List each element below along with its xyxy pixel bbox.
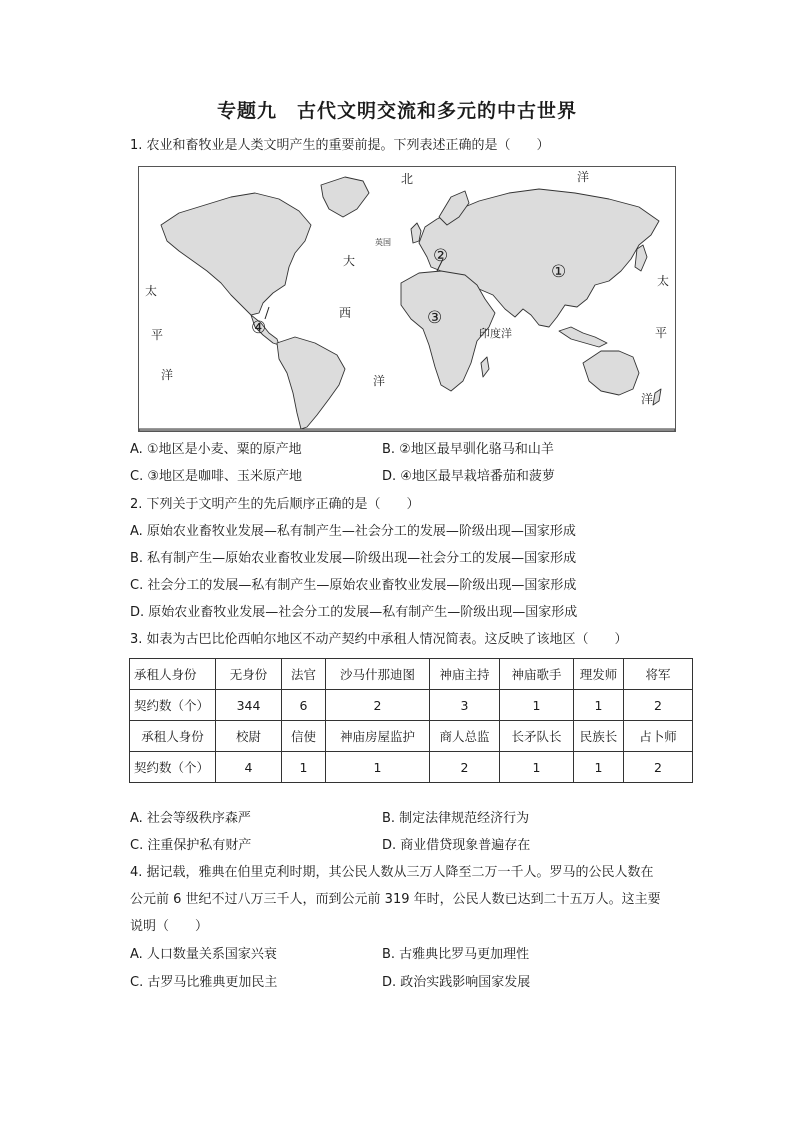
marker-3: ③	[427, 308, 443, 328]
table-cell: 占卜师	[624, 721, 693, 752]
q4-option-d: D. 政治实践影响国家发展	[382, 975, 531, 990]
label-ping-right: 平	[655, 326, 668, 340]
table-cell: 理发师	[574, 659, 624, 690]
table-cell: 信使	[282, 721, 326, 752]
table-cell: 6	[282, 690, 326, 721]
table-cell: 长矛队长	[500, 721, 574, 752]
label-north: 北	[401, 172, 414, 186]
table-row	[130, 690, 693, 721]
q3-option-b: B. 制定法律规范经济行为	[382, 811, 530, 826]
page-title: 专题九 古代文明交流和多元的中古世界	[216, 100, 577, 122]
q3-option-d: D. 商业借贷现象普遍存在	[382, 838, 531, 853]
table-cell: 344	[216, 690, 282, 721]
question-1-stem: 1. 农业和畜牧业是人类文明产生的重要前提。下列表述正确的是（ ）	[130, 138, 550, 153]
table-cell: 将军	[624, 659, 693, 690]
southeast-asia-islands-shape	[559, 327, 607, 347]
greenland-shape	[321, 177, 369, 217]
q3-option-a: A. 社会等级秩序森严	[130, 811, 251, 826]
row-header-count: 契约数（个）	[130, 752, 216, 783]
q2-option-c: C. 社会分工的发展—私有制产生—原始农业畜牧业发展—阶级出现—国家形成	[130, 578, 577, 593]
table-row	[130, 721, 693, 752]
q1-option-a: A. ①地区是小麦、粟的原产地	[130, 442, 302, 457]
label-da: 大	[343, 254, 356, 268]
q1-option-d: D. ④地区最早栽培番茄和菠萝	[382, 469, 555, 484]
label-yang-right: 洋	[641, 392, 654, 406]
q4-option-b: B. 古雅典比罗马更加理性	[382, 947, 530, 962]
table-cell: 商人总监	[430, 721, 500, 752]
table-cell: 沙马什那迪图	[326, 659, 430, 690]
q2-option-d: D. 原始农业畜牧业发展—社会分工的发展—私有制产生—阶级出现—国家形成	[130, 605, 578, 620]
question-2-stem: 2. 下列关于文明产生的先后顺序正确的是（ ）	[130, 497, 420, 512]
q1-option-c: C. ③地区是咖啡、玉米原产地	[130, 469, 302, 484]
table-cell: 2	[624, 690, 693, 721]
table-cell: 2	[430, 752, 500, 783]
q4-option-c: C. 古罗马比雅典更加民主	[130, 975, 278, 990]
marker-2: ②	[433, 246, 449, 266]
table-cell: 4	[216, 752, 282, 783]
britain-shape	[411, 223, 421, 243]
marker-1: ①	[551, 262, 567, 282]
row-header-identity: 承租人身份	[130, 659, 216, 690]
table-cell: 民族长	[574, 721, 624, 752]
table-cell: 无身份	[216, 659, 282, 690]
table-cell: 神庙歌手	[500, 659, 574, 690]
table-cell: 1	[500, 752, 574, 783]
table-cell: 2	[326, 690, 430, 721]
tenant-table	[129, 658, 693, 783]
question-4-stem-line-2: 公元前 6 世纪不过八万三千人，而到公元前 319 年时，公民人数已达到二十五万人。这主要	[130, 892, 661, 907]
row-header-identity: 承租人身份	[130, 721, 216, 752]
table-cell: 1	[574, 752, 624, 783]
q1-option-b: B. ②地区最早驯化骆马和山羊	[382, 442, 554, 457]
label-yang-atlantic: 洋	[373, 374, 386, 388]
world-map	[138, 166, 676, 432]
table-cell: 3	[430, 690, 500, 721]
q2-option-a: A. 原始农业畜牧业发展—私有制产生—社会分工的发展—阶级出现—国家形成	[130, 524, 576, 539]
table-row	[130, 752, 693, 783]
table-cell: 1	[574, 690, 624, 721]
q3-option-c: C. 注重保护私有财产	[130, 838, 252, 853]
question-3-stem: 3. 如表为古巴比伦西帕尔地区不动产契约中承租人情况简表。这反映了该地区（ ）	[130, 632, 628, 647]
new-zealand-shape	[653, 389, 661, 405]
south-america-shape	[277, 337, 345, 429]
question-4-stem-line-1: 4. 据记载，雅典在伯里克利时期，其公民人数从三万人降至二万一千人。罗马的公民人数在	[130, 865, 654, 880]
label-ping-left: 平	[151, 328, 164, 342]
table-cell: 校尉	[216, 721, 282, 752]
label-xi: 西	[339, 306, 352, 320]
japan-shape	[635, 245, 647, 271]
table-cell: 2	[624, 752, 693, 783]
table-row	[130, 659, 693, 690]
q4-option-a: A. 人口数量关系国家兴衰	[130, 947, 277, 962]
label-ocean-top: 洋	[577, 170, 590, 184]
label-tai-left: 太	[145, 284, 158, 298]
table-cell: 神庙主持	[430, 659, 500, 690]
label-uk: 英国	[375, 238, 391, 247]
marker-4: ④	[251, 318, 267, 338]
label-indian-ocean: 印度洋	[479, 327, 512, 340]
table-cell: 神庙房屋监护	[326, 721, 430, 752]
question-4-stem-line-3: 说明（ ）	[130, 919, 209, 934]
table-cell: 1	[326, 752, 430, 783]
label-tai-right: 太	[657, 274, 670, 288]
madagascar-shape	[481, 357, 489, 377]
row-header-count: 契约数（个）	[130, 690, 216, 721]
antarctica-shape	[139, 429, 675, 431]
table-cell: 1	[282, 752, 326, 783]
table-cell: 法官	[282, 659, 326, 690]
label-yang-left: 洋	[161, 368, 174, 382]
north-america-shape	[161, 193, 311, 315]
australia-shape	[583, 351, 639, 395]
table-cell: 1	[500, 690, 574, 721]
q2-option-b: B. 私有制产生—原始农业畜牧业发展—阶级出现—社会分工的发展—国家形成	[130, 551, 577, 566]
